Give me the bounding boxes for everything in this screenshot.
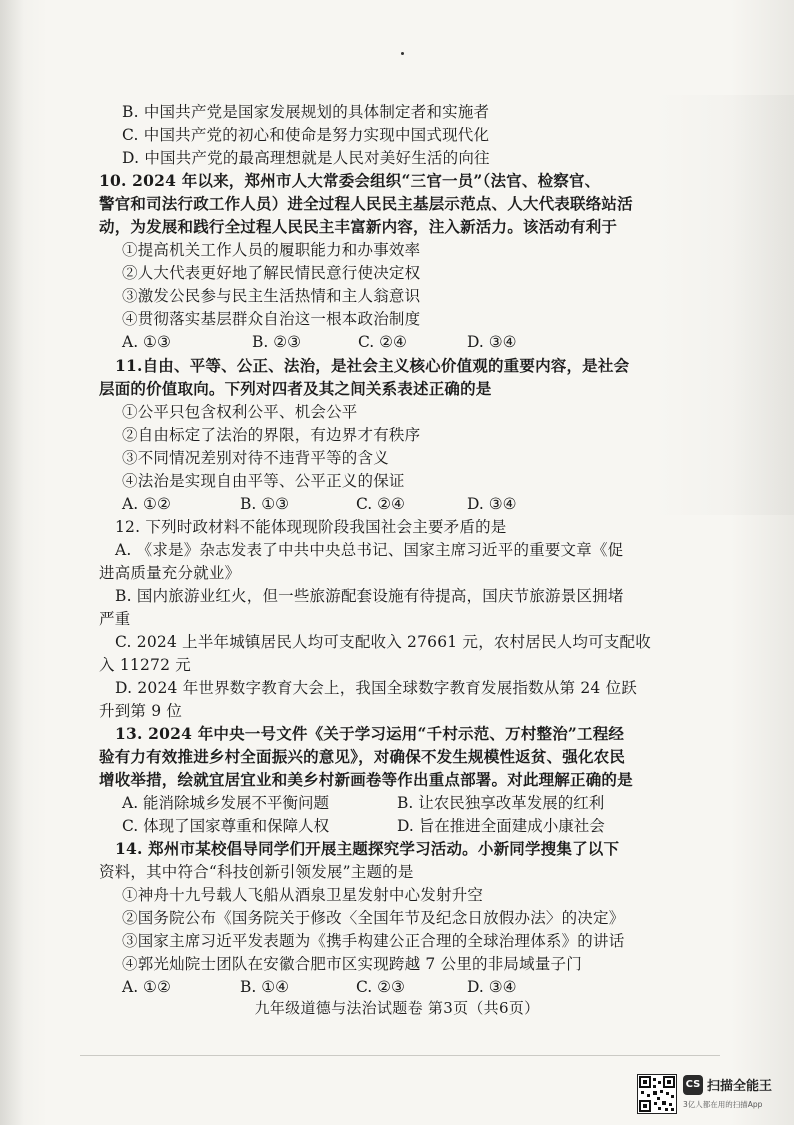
q14-item-2: ②国务院公布《国务院关于修改〈全国年节及纪念日放假办法〉的决定》 xyxy=(122,909,625,927)
camscanner-logo-icon: CS xyxy=(683,1075,703,1095)
q11-option-a: A. ①② xyxy=(122,495,171,513)
q13-option-b: B. 让农民独享改革发展的红利 xyxy=(397,794,605,812)
q12-option-d-line2: 升到第 9 位 xyxy=(99,702,183,720)
q9-option-b: B. 中国共产党是国家发展规划的具体制定者和实施者 xyxy=(122,103,490,121)
q10-stem-line3: 动，为发展和践行全过程人民民主丰富新内容，注入新活力。该活动有利于 xyxy=(99,217,618,236)
q13-option-d: D. 旨在推进全面建成小康社会 xyxy=(397,817,605,835)
q13-stem-line2: 验有力有效推进乡村全面振兴的意见》，对确保不发生规模性返贫、强化农民 xyxy=(99,747,626,766)
q14-stem-line1: 14. 郑州市某校倡导同学们开展主题探究学习活动。小新同学搜集了以下 xyxy=(115,839,620,858)
q14-option-a: A. ①② xyxy=(122,978,171,996)
q11-option-b: B. ①③ xyxy=(240,495,290,513)
q14-stem-line2: 资料，其中符合“科技创新引领发展”主题的是 xyxy=(99,863,414,881)
q11-item-2: ②自由标定了法治的界限，有边界才有秩序 xyxy=(122,426,421,444)
q9-option-c: C. 中国共产党的初心和使命是努力实现中国式现代化 xyxy=(122,126,490,144)
q11-option-d: D. ③④ xyxy=(467,495,517,513)
q13-stem-line3: 增收举措，绘就宜居宜业和美乡村新画卷等作出重点部署。对此理解正确的是 xyxy=(99,770,633,789)
q12-option-a-line2: 进高质量充分就业》 xyxy=(99,564,241,582)
q12-option-b-line1: B. 国内旅游业红火，但一些旅游配套设施有待提高，国庆节旅游景区拥堵 xyxy=(115,587,624,605)
watermark-tagline: 3亿人都在用的扫描App xyxy=(683,1100,763,1109)
bleed-through-shadow xyxy=(654,95,794,515)
q9-option-d: D. 中国共产党的最高理想就是人民对美好生活的向往 xyxy=(122,149,490,167)
q14-option-c: C. ②③ xyxy=(356,978,405,996)
q10-stem-line2: 警官和司法行政工作人员）进全过程人民民主基层示范点、人大代表联络站活 xyxy=(99,194,633,213)
q12-option-a-line1: A. 《求是》杂志发表了中共中央总书记、国家主席习近平的重要文章《促 xyxy=(115,541,624,559)
q10-option-c: C. ②④ xyxy=(358,333,407,351)
q13-option-a: A. 能消除城乡发展不平衡问题 xyxy=(122,794,330,812)
q11-item-4: ④法治是实现自由平等、公平正义的保证 xyxy=(122,472,405,490)
q12-option-b-line2: 严重 xyxy=(99,610,131,628)
q13-option-c: C. 体现了国家尊重和保障人权 xyxy=(122,817,330,835)
q12-option-c-line1: C. 2024 上半年城镇居民人均可支配收入 27661 元，农村居民人均可支配收 xyxy=(115,633,651,651)
q11-stem-line1: 11.自由、平等、公正、法治，是社会主义核心价值观的重要内容，是社会 xyxy=(115,356,630,375)
q14-item-3: ③国家主席习近平发表题为《携手构建公正合理的全球治理体系》的讲话 xyxy=(122,932,625,950)
q10-item-4: ④贯彻落实基层群众自治这一根本政治制度 xyxy=(122,310,421,328)
q14-item-4: ④郭光灿院士团队在安徽合肥市区实现跨越 7 公里的非局域量子门 xyxy=(122,955,582,973)
page-footer: 九年级道德与法治试题卷 第3页（共6页） xyxy=(254,999,540,1017)
q10-option-b: B. ②③ xyxy=(252,333,302,351)
q14-item-1: ①神舟十九号载人飞船从酒泉卫星发射中心发射升空 xyxy=(122,886,484,904)
q10-option-d: D. ③④ xyxy=(467,333,517,351)
q11-item-1: ①公平只包含权利公平、机会公平 xyxy=(122,403,358,421)
q10-option-a: A. ①③ xyxy=(122,333,171,351)
q11-option-c: C. ②④ xyxy=(356,495,405,513)
watermark-brand-name: 扫描全能王 xyxy=(707,1079,773,1094)
q14-option-d: D. ③④ xyxy=(467,978,517,996)
page-bottom-rule xyxy=(80,1055,720,1056)
q10-item-2: ②人大代表更好地了解民情民意行使决定权 xyxy=(122,264,421,282)
page-edge-shadow xyxy=(0,0,24,1125)
q10-item-3: ③激发公民参与民主生活热情和主人翁意识 xyxy=(122,287,421,305)
q12-option-d-line1: D. 2024 年世界数字教育大会上，我国全球数字教育发展指数从第 24 位跃 xyxy=(115,679,637,697)
q11-stem-line2: 层面的价值取向。下列对四者及其之间关系表述正确的是 xyxy=(99,379,492,398)
q10-item-1: ①提高机关工作人员的履职能力和办事效率 xyxy=(122,241,421,259)
q13-stem-line1: 13. 2024 年中央一号文件《关于学习运用“千村示范、万村整治”工程经 xyxy=(115,724,625,743)
scan-speck xyxy=(401,52,404,55)
q12-stem: 12. 下列时政材料不能体现现阶段我国社会主要矛盾的是 xyxy=(115,518,507,536)
q11-item-3: ③不同情况差别对待不违背平等的含义 xyxy=(122,449,389,467)
q12-option-c-line2: 入 11272 元 xyxy=(99,656,191,674)
q14-option-b: B. ①④ xyxy=(240,978,290,996)
q10-stem-line1: 10. 2024 年以来，郑州市人大常委会组织“三官一员”（法官、检察官、 xyxy=(99,171,601,190)
qr-code-icon xyxy=(637,1074,677,1114)
